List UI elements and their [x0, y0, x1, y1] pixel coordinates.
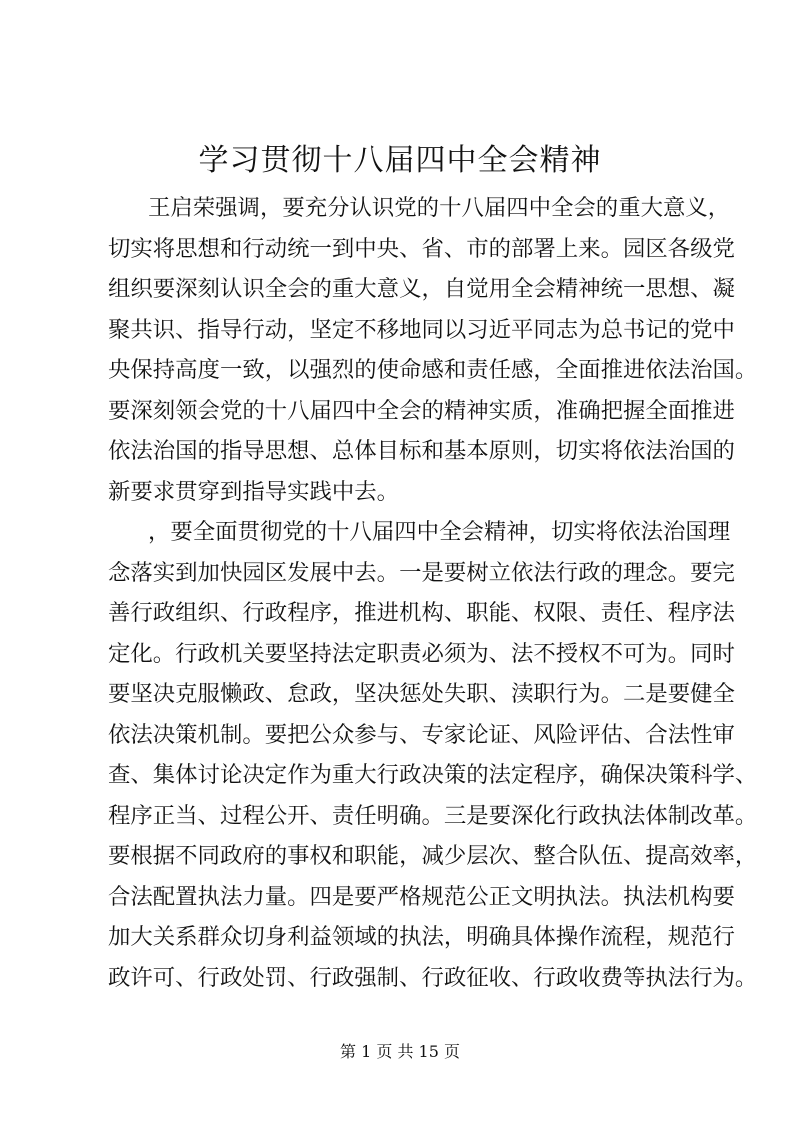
paragraph-line: 加大关系群众切身利益领域的执法，明确具体操作流程，规范行	[108, 924, 735, 950]
document-title: 学习贯彻十八届四中全会精神	[198, 143, 602, 178]
paragraph-line: 要根据不同政府的事权和职能，减少层次、整合队伍、提高效率，	[108, 843, 758, 869]
paragraph-line: 依法决策机制。要把公众参与、专家论证、风险评估、合法性审	[108, 721, 735, 748]
paragraph-line: 聚共识、指导行动，坚定不移地同以习近平同志为总书记的党中	[108, 316, 735, 343]
paragraph-line: 央保持高度一致，以强烈的使命感和责任感，全面推进依法治国。	[108, 357, 758, 383]
page-footer: 第 1 页 共 15 页	[340, 1042, 460, 1061]
paragraph-line: 组织要深刻认识全会的重大意义，自觉用全会精神统一思想、凝	[108, 276, 735, 302]
paragraph-2	[108, 512, 758, 998]
paragraph-1	[108, 188, 758, 512]
paragraph-line: 要坚决克服懒政、怠政，坚决惩处失职、渎职行为。二是要健全	[108, 681, 735, 707]
paragraph-line: 依法治国的指导思想、总体目标和基本原则，切实将依法治国的	[108, 438, 735, 464]
paragraph-line: 定化。行政机关要坚持法定职责必须为、法不授权不可为。同时	[108, 640, 735, 667]
paragraph-line: 要深刻领会党的十八届四中全会的精神实质，准确把握全面推进	[108, 397, 735, 424]
paragraph-line: 政许可、行政处罚、行政强制、行政征收、行政收费等执法行为。	[108, 964, 758, 991]
paragraph-line: 程序正当、过程公开、责任明确。三是要深化行政执法体制改革。	[108, 802, 758, 829]
paragraph-line: 善行政组织、行政程序，推进机构、职能、权限、责任、程序法	[108, 600, 735, 626]
paragraph-line: ，要全面贯彻党的十八届四中全会精神，切实将依法治国理	[148, 519, 731, 545]
paragraph-line: 念落实到加快园区发展中去。一是要树立依法行政的理念。要完	[108, 559, 735, 586]
paragraph-line: 查、集体讨论决定作为重大行政决策的法定程序，确保决策科学、	[108, 762, 758, 788]
paragraph-line: 合法配置执法力量。四是要严格规范公正文明执法。执法机构要	[108, 883, 735, 910]
paragraph-line: 新要求贯穿到指导实践中去。	[108, 478, 400, 505]
paragraph-line: 切实将思想和行动统一到中央、省、市的部署上来。园区各级党	[108, 235, 735, 262]
paragraph-line: 王启荣强调，要充分认识党的十八届四中全会的重大意义，	[148, 195, 731, 221]
